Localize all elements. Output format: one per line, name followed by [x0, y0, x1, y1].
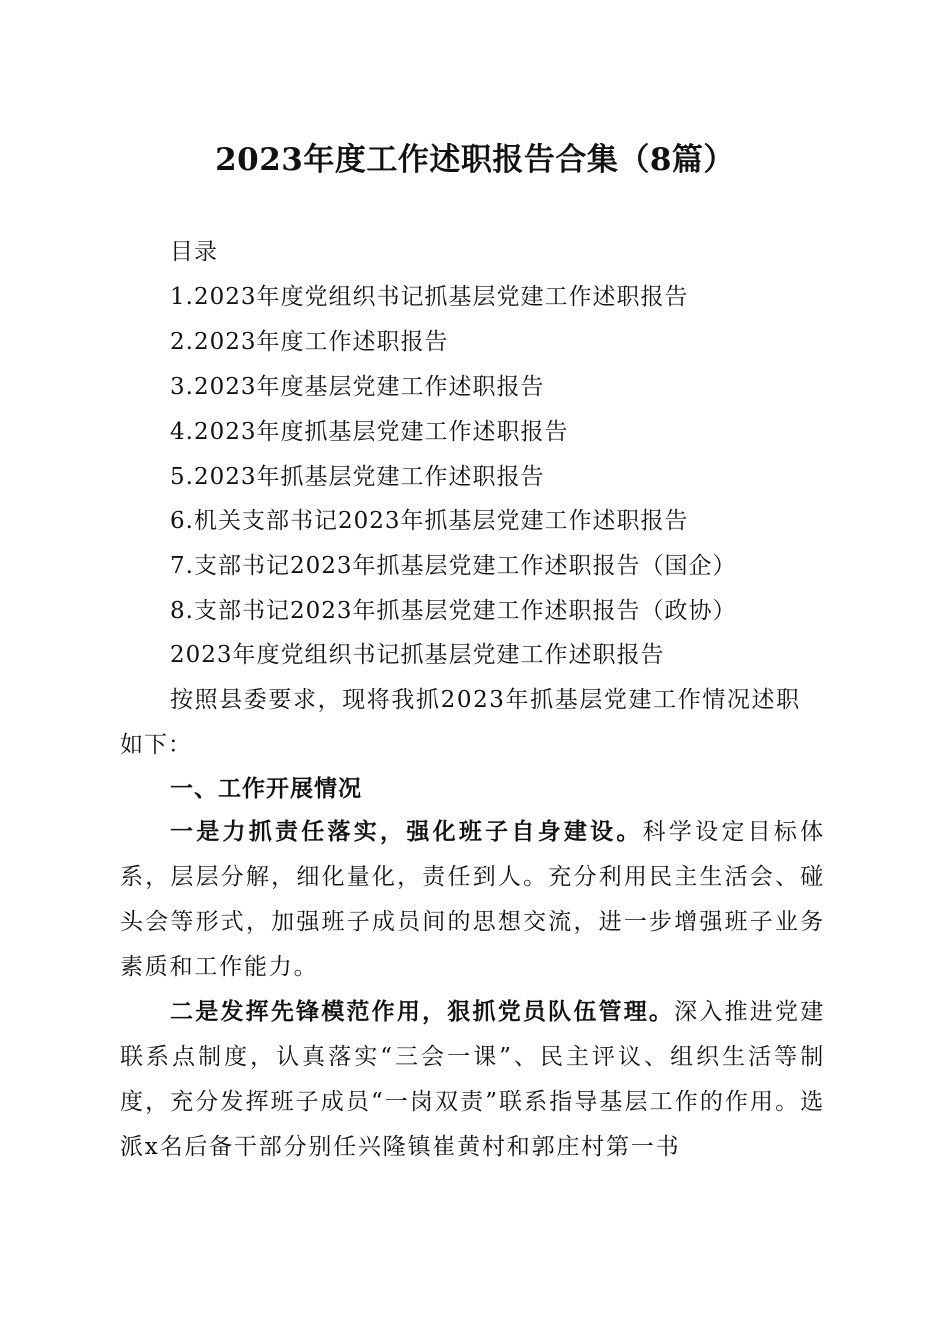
document-title: 2023年度工作述职报告合集（8篇） — [215, 142, 735, 178]
report-title: 2023年度党组织书记抓基层党建工作述职报告 — [170, 642, 665, 668]
toc-item-7[interactable]: 7.支部书记2023年抓基层党建工作述职报告（国企） — [170, 553, 737, 579]
paragraph-2-lead: 二是发挥先锋模范作用，狠抓党员队伍管理。 — [170, 998, 675, 1025]
intro-line-1: 按照县委要求，现将我抓2023年抓基层党建工作情况述职 — [170, 687, 801, 713]
paragraph-2-body: 深入推进党建联系点制度，认真落实“三会一课”、民主评议、组织生活等制度，充分发挥班子成员“一岗双责”联系指导基层工作的作用。选派x名后备干部分别任兴隆镇崔黄村和郭庄村第一书 — [120, 999, 825, 1160]
paragraph-1 — [120, 809, 825, 990]
toc-item-4[interactable]: 4.2023年度抓基层党建工作述职报告 — [170, 419, 569, 445]
paragraph-1-body: 科学设定目标体系，层层分解，细化量化，责任到人。充分利用民主生活会、碰头会等形式，加强班子成员间的思想交流，进一步增强班子业务素质和工作能力。 — [120, 819, 825, 980]
toc-item-1[interactable]: 1.2023年度党组织书记抓基层党建工作述职报告 — [170, 284, 689, 310]
section-heading-1: 一、工作开展情况 — [170, 776, 362, 802]
toc-item-8[interactable]: 8.支部书记2023年抓基层党建工作述职报告（政协） — [170, 598, 737, 624]
paragraph-2 — [120, 989, 825, 1170]
intro-line-2: 如下： — [120, 732, 192, 758]
paragraph-1-lead: 一是力抓责任落实，强化班子自身建设。 — [170, 818, 643, 845]
toc-item-2[interactable]: 2.2023年度工作述职报告 — [170, 329, 449, 355]
toc-item-6[interactable]: 6.机关支部书记2023年抓基层党建工作述职报告 — [170, 508, 689, 534]
toc-item-3[interactable]: 3.2023年度基层党建工作述职报告 — [170, 374, 545, 400]
toc-item-5[interactable]: 5.2023年抓基层党建工作述职报告 — [170, 464, 545, 490]
toc-heading: 目录 — [170, 239, 218, 265]
